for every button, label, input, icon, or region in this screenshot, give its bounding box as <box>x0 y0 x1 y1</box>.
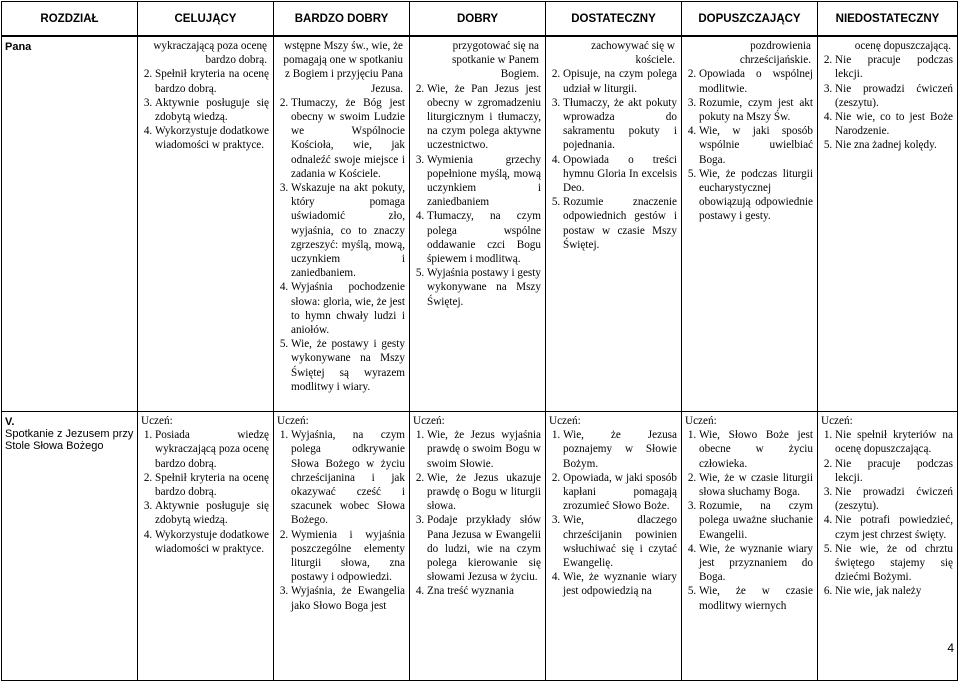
header-niedostateczny: NIEDOSTATECZNY <box>818 2 958 37</box>
list-item: 4. Zna treść wyznania <box>427 584 541 598</box>
criteria-list <box>685 428 813 613</box>
criteria-cell-dopuszczajacy <box>682 36 818 412</box>
list-item: 3. Wymienia grzechy popełnione myślą, mową uczynkiem i zaniedbaniem <box>427 153 541 210</box>
list-item: 1. Nie spełnił kryteriów na ocenę dopuszczającą. <box>835 428 953 456</box>
list-item: 5. Nie zna żadnej kolędy. <box>835 138 953 152</box>
list-item: 1. Wyjaśnia, na czym polega odkrywanie Słowa Bożego w życiu chrześcijanina i jak okazywać cześć i szacunek wobec Słowa Bożego. <box>291 428 405 527</box>
student-label: Uczeń: <box>549 415 581 427</box>
header-bardzo-dobry: BARDZO DOBRY <box>274 2 410 37</box>
criteria-list <box>821 428 953 598</box>
list-item: 2. Wie, że Pan Jezus jest obecny w zgromadzeniu liturgicznym i tłumaczy, na czym polega aktywne uczestnictwo. <box>427 82 541 153</box>
header-dopuszczajacy: DOPUSZCZAJĄCY <box>682 2 818 37</box>
list-item: 1. Posiada wiedzę wykraczającą poza ocenę bardzo dobrą. <box>155 428 269 471</box>
list-item: 4. Nie potrafi powiedzieć, czym jest chrzest święty. <box>835 513 953 541</box>
list-item: 4. Opowiada o treści hymnu Gloria In excelsis Deo. <box>563 153 677 196</box>
continued-text: ocenę dopuszczającą. <box>854 40 951 52</box>
continued-text: zachowywać się w kościele. <box>591 40 675 67</box>
criteria-list <box>141 428 269 556</box>
criteria-list <box>685 67 813 223</box>
header-row <box>2 2 958 37</box>
list-item: 4. Wie, że wyznanie wiary jest odpowiedzią na <box>563 570 677 598</box>
list-item: 4. Wykorzystuje dodatkowe wiadomości w praktyce. <box>155 528 269 556</box>
continued-text: wstępne Mszy św., wie, że pomagają one w spotkaniu z Bogiem i przyjęciu Pana Jezusa. <box>283 40 403 95</box>
student-label: Uczeń: <box>141 415 173 427</box>
header-celujacy: CELUJĄCY <box>138 2 274 37</box>
criteria-list <box>277 96 405 394</box>
list-item: 3. Tłumaczy, że akt pokuty wprowadza do sakramentu pokuty i pojednania. <box>563 96 677 153</box>
list-item: 5. Rozumie znaczenie odpowiednich gestów i postaw w czasie Mszy Świętej. <box>563 195 677 252</box>
list-item: 1. Wie, że Jezus wyjaśnia prawdę o swoim Bogu w swoim Słowie. <box>427 428 541 471</box>
continued-text: wykraczającą poza ocenę bardzo dobrą. <box>153 40 267 67</box>
list-item: 3. Podaje przykłady słów Pana Jezusa w Ewangelii do ludzi, wie na czym polega kierowanie się słowami Jezusa w życiu. <box>427 513 541 584</box>
criteria-list <box>141 67 269 152</box>
criteria-list <box>413 82 541 309</box>
student-label: Uczeń: <box>685 415 717 427</box>
criteria-cell-niedostateczny <box>818 36 958 412</box>
list-item: 3. Rozumie, na czym polega uważne słuchanie Ewangelii. <box>699 499 813 542</box>
criteria-cell-dostateczny <box>546 36 682 412</box>
list-item: 2. Nie pracuje podczas lekcji. <box>835 457 953 485</box>
header-rozdzial: ROZDZIAŁ <box>2 2 138 37</box>
list-item: 1. Wie, Słowo Boże jest obecne w życiu człowieka. <box>699 428 813 471</box>
list-item: 3. Wie, dlaczego chrześcijanin powinien wsłuchiwać się i czytać Ewangelię. <box>563 513 677 570</box>
criteria-cell-celujacy <box>138 36 274 412</box>
list-item: 5. Nie wie, że od chrztu świętego stajemy się dziećmi Bożymi. <box>835 542 953 585</box>
table-row <box>2 36 958 412</box>
list-item: 4. Wykorzystuje dodatkowe wiadomości w praktyce. <box>155 124 269 152</box>
criteria-cell-bardzo-dobry <box>274 412 410 681</box>
continued-text: pozdrowienia chrześcijańskie. <box>739 40 811 67</box>
list-item: 1. Wie, że Jezusa poznajemy w Słowie Bożym. <box>563 428 677 471</box>
list-item: 5. Wie, że podczas liturgii eucharystycznej obowiązują odpowiednie postawy i gesty. <box>699 167 813 224</box>
criteria-cell-dobry <box>410 412 546 681</box>
chapter-cell <box>2 412 138 681</box>
criteria-cell-niedostateczny <box>818 412 958 681</box>
list-item: 2. Wie, że Jezus ukazuje prawdę o Bogu w liturgii słowa. <box>427 471 541 514</box>
list-item: 2. Wymienia i wyjaśnia poszczególne elementy liturgii słowa, zna postawy i odpowiedzi. <box>291 528 405 585</box>
list-item: 5. Wie, że postawy i gesty wykonywane na Mszy Świętej są wyrazem modlitwy i wiary. <box>291 337 405 394</box>
list-item: 4. Nie wie, co to jest Boże Narodzenie. <box>835 110 953 138</box>
criteria-list <box>413 428 541 598</box>
list-item: 3. Wskazuje na akt pokuty, który pomaga uświadomić zło, wyjaśnia, co to znaczy zgrzeszyć: myślą, mową, uczynkiem i zaniedbaniem. <box>291 181 405 280</box>
criteria-list <box>549 428 677 598</box>
list-item: 2. Nie pracuje podczas lekcji. <box>835 53 953 81</box>
list-item: 4. Tłumaczy, na czym polega wspólne oddawanie czci Bogu śpiewem i modlitwą. <box>427 209 541 266</box>
list-item: 3. Aktywnie posługuje się zdobytą wiedzą. <box>155 96 269 124</box>
list-item: 2. Spełnił kryteria na ocenę bardzo dobrą. <box>155 67 269 95</box>
criteria-cell-celujacy <box>138 412 274 681</box>
criteria-list <box>821 53 953 152</box>
list-item: 3. Aktywnie posługuje się zdobytą wiedzą. <box>155 499 269 527</box>
student-label: Uczeń: <box>821 415 853 427</box>
criteria-cell-bardzo-dobry <box>274 36 410 412</box>
list-item: 5. Wyjaśnia postawy i gesty wykonywane na Mszy Świętej. <box>427 266 541 309</box>
list-item: 2. Wie, że w czasie liturgii słowa słuchamy Boga. <box>699 471 813 499</box>
list-item: 5. Wie, że w czasie modlitwy wiernych <box>699 584 813 612</box>
criteria-cell-dostateczny <box>546 412 682 681</box>
grading-criteria-table <box>1 1 958 681</box>
list-item: 2. Opowiada o wspólnej modlitwie. <box>699 67 813 95</box>
page-number: 4 <box>947 641 954 655</box>
chapter-title: Pana <box>5 41 32 53</box>
list-item: 4. Wie, w jaki sposób wspólnie uwielbiać Boga. <box>699 124 813 167</box>
criteria-cell-dopuszczajacy <box>682 412 818 681</box>
chapter-cell <box>2 36 138 412</box>
chapter-title: Spotkanie z Jezusem przy Stole Słowa Bożego <box>5 428 134 452</box>
continued-text: przygotować się na spotkanie w Panem Bogiem. <box>452 40 539 81</box>
header-dobry: DOBRY <box>410 2 546 37</box>
list-item: 2. Tłumaczy, że Bóg jest obecny w swoim Ludzie we Wspólnocie Kościoła, wie, jak odnaleźć swoje miejsce i zadania w Kościele. <box>291 96 405 181</box>
chapter-number: V. <box>5 416 15 428</box>
list-item: 3. Wyjaśnia, że Ewangelia jako Słowo Boga jest <box>291 584 405 612</box>
header-dostateczny: DOSTATECZNY <box>546 2 682 37</box>
list-item: 2. Spełnił kryteria na ocenę bardzo dobrą. <box>155 471 269 499</box>
list-item: 2. Opisuje, na czym polega udział w liturgii. <box>563 67 677 95</box>
criteria-list <box>549 67 677 252</box>
list-item: 4. Wie, że wyznanie wiary jest przyznaniem do Boga. <box>699 542 813 585</box>
list-item: 2. Opowiada, w jaki sposób kapłani pomagają zrozumieć Słowo Boże. <box>563 471 677 514</box>
table-row <box>2 412 958 681</box>
list-item: 4. Wyjaśnia pochodzenie słowa: gloria, wie, że jest to hymn chwały ludzi i aniołów. <box>291 280 405 337</box>
list-item: 6. Nie wie, jak należy <box>835 584 953 598</box>
student-label: Uczeń: <box>413 415 445 427</box>
list-item: 3. Nie prowadzi ćwiczeń (zeszytu). <box>835 485 953 513</box>
criteria-cell-dobry <box>410 36 546 412</box>
student-label: Uczeń: <box>277 415 309 427</box>
criteria-list <box>277 428 405 613</box>
list-item: 3. Rozumie, czym jest akt pokuty na Mszy Św. <box>699 96 813 124</box>
list-item: 3. Nie prowadzi ćwiczeń (zeszytu). <box>835 82 953 110</box>
